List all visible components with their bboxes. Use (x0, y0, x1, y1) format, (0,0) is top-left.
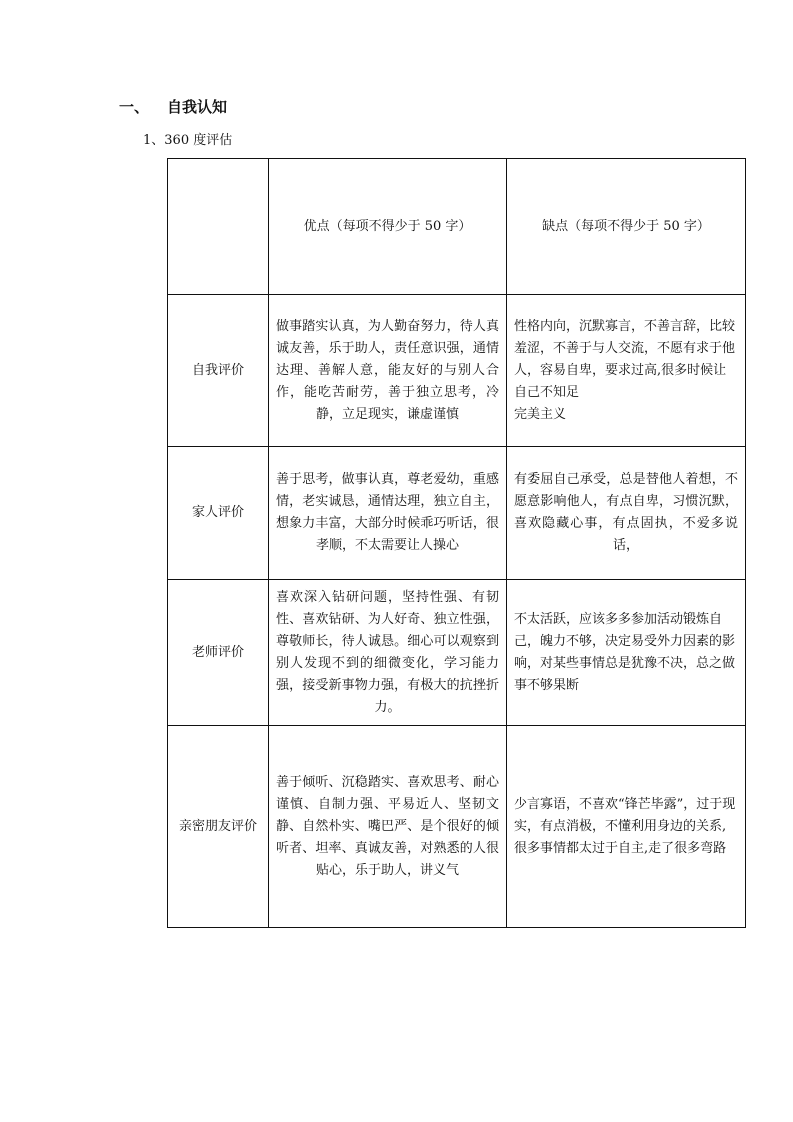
table-row-teacher (168, 580, 746, 726)
row-label: 家人评价 (168, 447, 269, 580)
pros-cell: 做事踏实认真，为人勤奋努力，待人真诚友善，乐于助人，责任意识强，通情达理、善解人意，能友好的与别人合作，能吃苦耐劳，善于独立思考，冷静，立足现实，谦虚谨慎 (269, 295, 507, 447)
cons-text: 性格内向，沉默寡言，不善言辞，比较羞涩，不善于与人交流，不愿有求于他人，容易自卑，要求过高,很多时候让自己不知足 (514, 318, 736, 400)
table-row-family (168, 447, 746, 580)
section-title: 自我认知 (167, 98, 228, 116)
row-label: 老师评价 (168, 580, 269, 726)
header-corner-cell (168, 159, 269, 295)
cons-cell: 不太活跃，应该多多参加活动锻炼自己，魄力不够，决定易受外力因素的影响，对某些事情总是犹豫不决，总之做事不够果断 (507, 580, 746, 726)
table-header-row (168, 159, 746, 295)
row-label: 自我评价 (168, 295, 269, 447)
header-pros-cell: 优点（每项不得少于 50 字） (269, 159, 507, 295)
table-row-friends (168, 726, 746, 928)
pros-cell: 善于思考，做事认真，尊老爱幼，重感情，老实诚恳，通情达理，独立自主，想象力丰富，大部分时候乖巧听话，很孝顺，不太需要让人操心 (269, 447, 507, 580)
pros-cell: 善于倾听、沉稳踏实、喜欢思考、耐心谨慎、自制力强、平易近人、坚韧文静、自然朴实、嘴巴严、是个很好的倾听者、坦率、真诚友善，对熟悉的人很贴心，乐于助人，讲义气 (269, 726, 507, 928)
row-label: 亲密朋友评价 (168, 726, 269, 928)
evaluation-table (167, 158, 746, 928)
cons-cell (507, 295, 746, 447)
cons-cell: 有委屈自己承受，总是替他人着想，不愿意影响他人，有点自卑，习惯沉默，喜欢隐藏心事，有点固执，不爱多说话， (507, 447, 746, 580)
table-row-self (168, 295, 746, 447)
cons-cell: 少言寡语，不喜欢“锋芒毕露”，过于现实，有点消极，不懂利用身边的关系,很多事情都太过于自主,走了很多弯路 (507, 726, 746, 928)
cons-text-extra: 完美主义 (514, 406, 567, 422)
section-heading (119, 96, 227, 117)
section-number: 一、 (119, 98, 150, 116)
subsection-heading: 1、360 度评估 (143, 133, 233, 148)
header-cons-cell: 缺点（每项不得少于 50 字） (507, 159, 746, 295)
pros-cell: 喜欢深入钻研问题，坚持性强、有韧性、喜欢钻研、为人好奇、独立性强，尊敬师长，待人诚恳。细心可以观察到别人发现不到的细微变化，学习能力强，接受新事物力强，有极大的抗挫折力。 (269, 580, 507, 726)
